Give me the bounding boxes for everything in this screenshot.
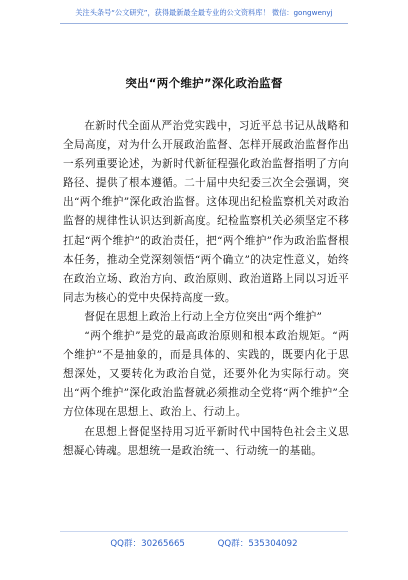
body-paragraph-3: 在思想上督促坚持用习近平新时代中国特色社会主义思想凝心铸魂。思想统一是政治统一、行动统一的基础。	[63, 425, 349, 457]
qq-group-2: QQ群：535304092	[217, 539, 298, 549]
document-body	[63, 117, 349, 461]
header-notice: 关注头条号“公文研究”，获得最新最全最专业的公文资料库！ 微信：gongwenyj	[75, 8, 333, 17]
section-heading: 督促在思想上政治上行动上全方位突出“两个维护”	[84, 310, 323, 323]
header-divider	[60, 23, 348, 24]
body-paragraph-1: 在新时代全面从严治党实践中，习近平总书记从战略和全局高度，对为什么开展政治监督、怎样开展政治监督作出一系列重要论述，为新时代新征程强化政治监督指明了方向路径、提供了根本遵循。二十届中央纪委三次全会强调，突出“两个维护”深化政治监督。这体现出纪检监察机关对政治监督的规律性认识达到新高度。纪检监察机关必须坚定不移扛起“两个维护”的政治责任，把“两个维护”作为政治监督根本任务，推动全党深刻领悟“两个确立”的决定性意义，始终在政治立场、政治方向、政治原则、政治道路上同以习近平同志为核心的党中央保持高度一致。	[63, 120, 349, 304]
footer-contact	[0, 537, 408, 549]
document-title: 突出“两个维护”深化政治监督	[125, 76, 283, 90]
footer-divider	[60, 531, 348, 532]
body-paragraph-2: “两个维护”是党的最高政治原则和根本政治规矩。“两个维护”不是抽象的，而是具体的、实践的，既要内化于思想深处，又要转化为政治自觉，还要外化为实际行动。突出“两个维护”深化政治监督就必须推动全党将“两个维护”全方位体现在思想上、政治上、行动上。	[63, 330, 349, 419]
qq-group-1: QQ群：30265665	[110, 539, 185, 549]
